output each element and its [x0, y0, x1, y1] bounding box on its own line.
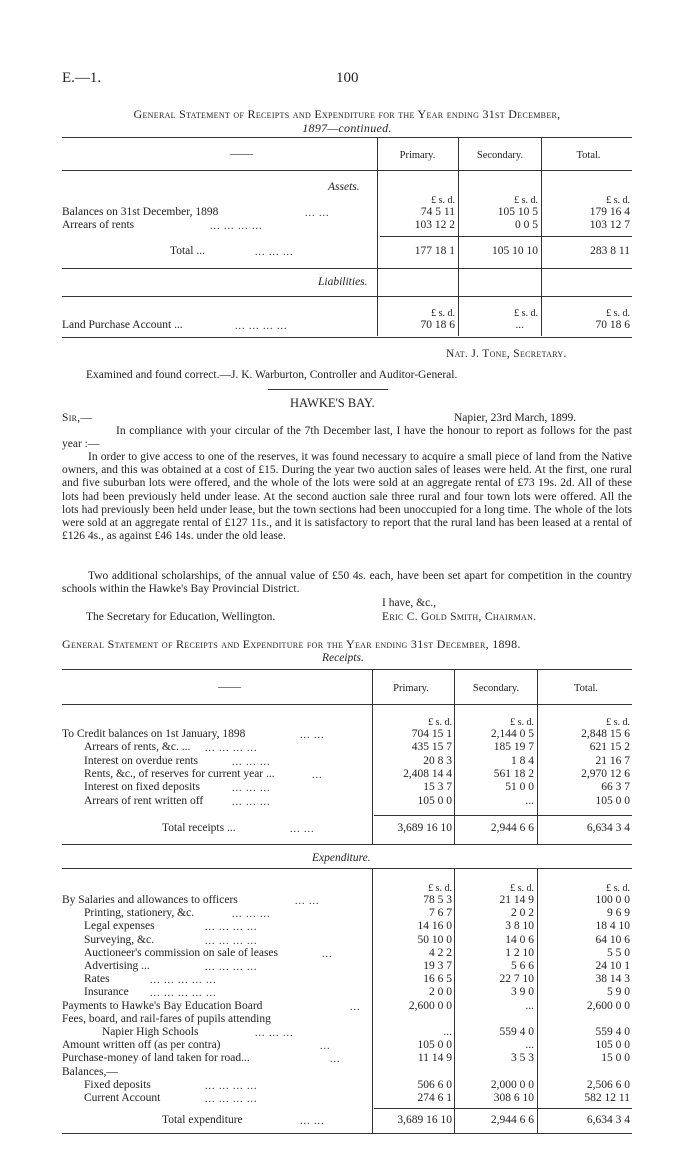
- leader-dots: ... ... ...: [255, 1028, 294, 1039]
- col-divider: [458, 296, 459, 336]
- expenditure-heading: Expenditure.: [312, 852, 371, 864]
- primary-amount: 105 0 0: [417, 1039, 452, 1052]
- row-label: Rates: [84, 973, 110, 986]
- col-divider: [537, 868, 538, 1133]
- leader-dots: ... ... ...: [232, 909, 271, 921]
- table1-title-line1: General Statement of Receipts and Expenditure for the Year ending 31st December,: [133, 107, 561, 121]
- row-label: Fixed deposits: [84, 1078, 151, 1091]
- letter-paragraph: Two additional scholarships, of the annual value of £50 4s. each, have been set apart for competition in the country schools within the Hawke's Bay Provincial District.: [62, 570, 632, 596]
- letter-paragraph: In order to give access to one of the reserves, it was found necessary to acquire a small piece of land from the Native owners, and this was obtained at a cost of £15. During the year two auction sales of leases were held. At the first, one rural and five suburban lots were offered, and the whole of the lots were sold at an aggregate rental of £73 19s. 2d. All of these lots had been previously held under lease. At the second auction sale three rural and four town lots were offered. All the lots had previously been held under lease, but the town sections had been unoccupied for a long time. The whole of the lots were sold at an aggregate rental of £127 11s., and it is satisfactory to report that the rural land has been leased at a rental of £126 4s., as against £46 14s. under the old lease.: [62, 451, 632, 543]
- secondary-amount: 561 18 2: [493, 767, 534, 780]
- row-label: Payments to Hawke's Bay Education Board: [62, 999, 263, 1012]
- secondary-amount: 3 8 10: [505, 920, 534, 933]
- leader-dots: ... ... ...: [232, 783, 271, 795]
- secondary-amount: 21 14 9: [499, 894, 534, 906]
- row-label: Amount written off (as per contra): [62, 1039, 221, 1052]
- leader-dots: ... ... ...: [232, 796, 271, 808]
- total-amount: 100 0 0: [595, 894, 630, 906]
- total-amount: 64 10 6: [595, 933, 630, 946]
- closing: I have, &c.,: [382, 597, 436, 609]
- col-divider: [454, 669, 455, 844]
- total-amount: 15 0 0: [601, 1052, 630, 1065]
- total-amount: 105 0 0: [595, 1039, 630, 1052]
- secondary-amount: 14 0 6: [505, 933, 534, 946]
- total-amount: 2,970 12 6: [581, 767, 630, 780]
- secondary-amount: 2,000 0 0: [490, 1078, 534, 1091]
- col-primary: Primary.: [399, 150, 436, 161]
- row-label: Arrears of rents, &c. ...: [84, 741, 191, 754]
- unit-heading: £ s. d.: [510, 717, 534, 728]
- leader-dots: ... ... ... ... ...: [150, 975, 217, 987]
- col-divider: [372, 669, 373, 844]
- assets-heading: Assets.: [328, 181, 360, 193]
- primary-amount: 2,600 0 0: [408, 999, 452, 1012]
- total-amount: 21 16 7: [595, 754, 630, 767]
- primary-amount: 274 6 1: [417, 1092, 452, 1104]
- header-dash: ——: [230, 148, 253, 160]
- letter-paragraph: In compliance with your circular of the 7th December last, I have the honour to report as follows for the past year :—: [62, 425, 632, 451]
- rule: [62, 170, 632, 171]
- col-secondary: Secondary.: [476, 150, 524, 161]
- rule: [62, 844, 632, 845]
- primary-amount: 20 8 3: [423, 754, 452, 767]
- col-divider: [541, 137, 542, 297]
- primary-amount: 78 5 3: [423, 894, 452, 906]
- col-divider: [372, 868, 373, 1133]
- rule: [62, 268, 632, 269]
- leader-dots: ...: [350, 1001, 361, 1013]
- col-total: Total.: [576, 150, 601, 161]
- secondary-amount: 2,144 0 5: [490, 728, 534, 740]
- total-amount: 559 4 0: [595, 1026, 630, 1038]
- total-amount: 2,848 15 6: [581, 728, 630, 740]
- leader-dots: ... ...: [300, 730, 325, 741]
- row-label: Rents, &c., of reserves for current year ...: [84, 767, 275, 780]
- total-amount: 18 4 10: [595, 920, 630, 933]
- row-label: To Credit balances on 1st January, 1898: [62, 728, 246, 740]
- unit-heading: £ s. d.: [510, 883, 534, 894]
- leader-dots: ... ... ... ...: [205, 935, 258, 947]
- secondary-amount: 185 19 7: [493, 741, 534, 754]
- total-amount: 105 0 0: [595, 794, 630, 807]
- col-divider: [537, 669, 538, 844]
- total-amount: 38 14 3: [595, 973, 630, 986]
- leader-dots: ... ... ... ...: [205, 962, 258, 973]
- primary-amount: 16 6 5: [423, 973, 452, 986]
- secondary-amount: ...: [525, 794, 534, 807]
- row-label: Fees, board, and rail-fares of pupils attending: [62, 1012, 271, 1025]
- secondary-amount: 1 8 4: [511, 754, 534, 767]
- secondary-amount: ...: [525, 999, 534, 1012]
- unit-heading: £ s. d.: [514, 195, 538, 206]
- primary-amount: 15 3 7: [423, 781, 452, 794]
- unit-heading: £ s. d.: [606, 717, 630, 728]
- primary-amount: 2,408 14 4: [403, 767, 452, 780]
- primary-amount: 506 6 0: [417, 1078, 452, 1091]
- col-divider: [377, 296, 378, 336]
- primary-amount: 704 15 1: [411, 728, 452, 740]
- col-divider: [458, 137, 459, 297]
- signer: Eric C. Gold Smith, Chairman.: [382, 611, 537, 623]
- row-label: Legal expenses: [84, 920, 155, 933]
- addressee: The Secretary for Education, Wellington.: [86, 611, 276, 623]
- primary-amount: 2 0 0: [429, 986, 452, 999]
- col-divider: [454, 868, 455, 1133]
- total-amount: 5 5 0: [607, 946, 630, 959]
- primary-amount: 11 14 9: [417, 1052, 452, 1065]
- subtotal-rule: [374, 815, 632, 816]
- secondary-amount: ...: [525, 1039, 534, 1052]
- primary-amount: ...: [443, 1026, 452, 1038]
- letter-heading: HAWKE'S BAY.: [290, 396, 375, 410]
- unit-heading: £ s. d.: [428, 717, 452, 728]
- signature: Nat. J. Tone, Secretary.: [446, 348, 567, 360]
- leader-dots: ... ... ... ...: [205, 922, 258, 934]
- primary-amount: 19 3 7: [423, 960, 452, 972]
- total-amount: 24 10 1: [595, 960, 630, 972]
- row-label: Interest on fixed deposits: [84, 781, 200, 794]
- row-label: Advertising ...: [84, 960, 150, 972]
- leader-dots: ... ... ... ...: [205, 743, 258, 755]
- total-amount: 5 9 0: [607, 986, 630, 999]
- col-divider: [541, 296, 542, 336]
- subtotal-rule: [380, 236, 632, 237]
- row-label: Purchase-money of land taken for road...: [62, 1052, 250, 1065]
- leader-dots: ... ... ... ...: [205, 1080, 258, 1092]
- primary-amount: 50 10 0: [417, 933, 452, 946]
- rule: [62, 868, 632, 869]
- secondary-amount: 1 2 10: [505, 946, 534, 959]
- total-amount: 2,600 0 0: [586, 999, 630, 1012]
- primary-amount: 14 16 0: [417, 920, 452, 933]
- row-label: Interest on overdue rents: [84, 754, 199, 767]
- row-label: Balances,—: [62, 1065, 118, 1078]
- unit-heading: £ s. d.: [431, 308, 455, 319]
- unit-heading: £ s. d.: [606, 308, 630, 319]
- row-label: Insurance: [84, 986, 129, 999]
- secondary-amount: 2 0 2: [511, 907, 534, 920]
- report-ref: E.—1.: [62, 70, 102, 86]
- liabilities-heading: Liabilities.: [318, 276, 368, 288]
- rule: [62, 337, 632, 338]
- col-total: Total.: [573, 683, 599, 694]
- primary-amount: 105 0 0: [417, 794, 452, 807]
- leader-dots: ...: [322, 948, 333, 960]
- row-label: Arrears of rent written off: [84, 794, 204, 807]
- row-label: Current Account: [84, 1092, 161, 1104]
- col-primary: Primary.: [393, 683, 429, 694]
- page-number: 100: [336, 70, 359, 86]
- total-amount: 66 3 7: [601, 781, 630, 794]
- row-label: Printing, stationery, &c.: [84, 907, 195, 920]
- leader-dots: ... ... ... ...: [205, 1094, 258, 1105]
- secondary-amount: 5 6 6: [511, 960, 534, 972]
- leader-dots: ... ...: [295, 896, 320, 907]
- unit-heading: £ s. d.: [606, 195, 630, 206]
- subtotal-rule: [374, 1108, 632, 1109]
- section-rule: [268, 389, 388, 390]
- place-date: Napier, 23rd March, 1899.: [454, 412, 577, 424]
- examined-note: Examined and found correct.—J. K. Warburton, Controller and Auditor-General.: [86, 369, 458, 381]
- secondary-amount: 22 7 10: [499, 973, 534, 986]
- rule: [62, 704, 632, 705]
- total-amount: 621 15 2: [589, 741, 630, 754]
- col-divider: [377, 137, 378, 297]
- unit-heading: £ s. d.: [514, 308, 538, 319]
- leader-dots: ... ... ...: [232, 756, 271, 768]
- primary-amount: 435 15 7: [411, 741, 452, 754]
- total-amount: 2,506 6 0: [586, 1078, 630, 1091]
- primary-amount: 4 2 2: [429, 946, 452, 959]
- secondary-amount: 3 5 3: [511, 1052, 534, 1065]
- receipts-heading: Receipts.: [322, 652, 364, 664]
- secondary-amount: 559 4 0: [499, 1026, 534, 1038]
- secondary-amount: 3 9 0: [511, 986, 534, 999]
- unit-heading: £ s. d.: [428, 883, 452, 894]
- rule: [62, 137, 632, 138]
- leader-dots: ... ... ... ... ...: [150, 988, 217, 1000]
- table1-title: [62, 107, 632, 135]
- row-label: Napier High Schools: [102, 1026, 199, 1038]
- secondary-amount: 308 6 10: [493, 1092, 534, 1104]
- rule: [62, 1133, 632, 1134]
- leader-dots: ...: [320, 1041, 331, 1053]
- unit-heading: £ s. d.: [431, 195, 455, 206]
- primary-amount: 7 6 7: [429, 907, 452, 920]
- leader-dots: ...: [312, 769, 323, 781]
- table1-title-line2: 1897—continued.: [302, 121, 392, 135]
- leader-dots: ...: [330, 1054, 341, 1066]
- unit-heading: £ s. d.: [606, 883, 630, 894]
- salutation: Sir,—: [62, 412, 93, 424]
- row-label: Auctioneer's commission on sale of leases: [84, 946, 279, 959]
- row-label: Surveying, &c.: [84, 933, 154, 946]
- secondary-amount: 51 0 0: [505, 781, 534, 794]
- header-dash: ——: [218, 681, 241, 693]
- col-secondary: Secondary.: [472, 683, 520, 694]
- table2-title: General Statement of Receipts and Expenditure for the Year ending 31st December, 1898.: [62, 637, 521, 651]
- rule: [62, 296, 632, 297]
- total-amount: 582 12 11: [584, 1092, 630, 1104]
- total-amount: 9 6 9: [607, 907, 630, 920]
- rule: [62, 669, 632, 670]
- row-label: By Salaries and allowances to officers: [62, 894, 238, 906]
